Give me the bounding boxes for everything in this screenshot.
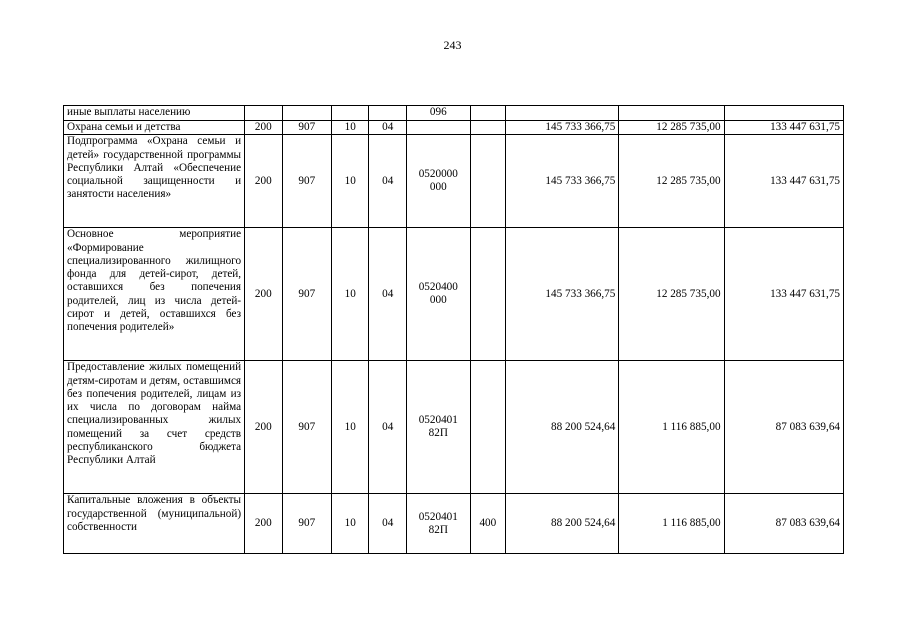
subsection-code: 10	[332, 228, 369, 361]
ministry-code: 200	[245, 228, 282, 361]
total-amount: 88 200 524,64	[506, 361, 619, 494]
section-code: 907	[282, 121, 332, 135]
regional-amount	[724, 106, 843, 121]
row-name: Основное мероприятие «Формирование специализированного жилищного фонда для детей-сирот, детей, оставшихся без попечения родителей, лиц из числа детей-сирот и детей, оставшихся без попечения родителей»	[64, 228, 245, 361]
page-number: 243	[443, 38, 462, 52]
section-code: 907	[282, 228, 332, 361]
expense-type-code	[470, 228, 505, 361]
subsection-code: 10	[332, 135, 369, 228]
federal-amount: 12 285 735,00	[619, 228, 724, 361]
federal-amount: 12 285 735,00	[619, 121, 724, 135]
row-name: Подпрограмма «Охрана семьи и детей» государственной программы Республики Алтай «Обеспечение социальной защищенности и занятости населения»	[64, 135, 245, 228]
total-amount: 88 200 524,64	[506, 494, 619, 554]
regional-amount: 87 083 639,64	[724, 494, 843, 554]
row-name: Охрана семьи и детства	[64, 121, 245, 135]
total-amount: 145 733 366,75	[506, 228, 619, 361]
total-amount: 145 733 366,75	[506, 135, 619, 228]
federal-amount	[619, 106, 724, 121]
extra-code: 04	[369, 135, 406, 228]
regional-amount: 133 447 631,75	[724, 228, 843, 361]
subsection-code: 10	[332, 121, 369, 135]
federal-amount: 12 285 735,00	[619, 135, 724, 228]
subsection-code: 10	[332, 494, 369, 554]
row-name: Капитальные вложения в объекты государственной (муниципальной) собственности	[64, 494, 245, 554]
regional-amount: 133 447 631,75	[724, 121, 843, 135]
extra-code: 04	[369, 361, 406, 494]
subsection-code	[332, 106, 369, 121]
target-code: 0520400 000	[406, 228, 470, 361]
table-row	[64, 135, 844, 228]
table-row	[64, 121, 844, 135]
extra-code	[369, 106, 406, 121]
target-code	[406, 121, 470, 135]
section-code: 907	[282, 361, 332, 494]
target-code: 0520401 82П	[406, 361, 470, 494]
table-row	[64, 361, 844, 494]
ministry-code: 200	[245, 135, 282, 228]
table-row	[64, 106, 844, 121]
table-row	[64, 228, 844, 361]
extra-code: 04	[369, 494, 406, 554]
ministry-code: 200	[245, 494, 282, 554]
target-code: 0520401 82П	[406, 494, 470, 554]
expense-type-code: 400	[470, 494, 505, 554]
section-code: 907	[282, 494, 332, 554]
expense-type-code	[470, 106, 505, 121]
extra-code: 04	[369, 228, 406, 361]
regional-amount: 133 447 631,75	[724, 135, 843, 228]
row-name: иные выплаты населению	[64, 106, 245, 121]
ministry-code	[245, 106, 282, 121]
table-row	[64, 494, 844, 554]
ministry-code: 200	[245, 361, 282, 494]
target-code: 0520000 000	[406, 135, 470, 228]
expense-type-code	[470, 361, 505, 494]
target-code: 096	[406, 106, 470, 121]
total-amount	[506, 106, 619, 121]
extra-code: 04	[369, 121, 406, 135]
ministry-code: 200	[245, 121, 282, 135]
section-code: 907	[282, 135, 332, 228]
regional-amount: 87 083 639,64	[724, 361, 843, 494]
federal-amount: 1 116 885,00	[619, 494, 724, 554]
budget-table	[63, 105, 844, 554]
expense-type-code	[470, 135, 505, 228]
expense-type-code	[470, 121, 505, 135]
section-code	[282, 106, 332, 121]
federal-amount: 1 116 885,00	[619, 361, 724, 494]
row-name: Предоставление жилых помещений детям-сиротам и детям, оставшимся без попечения родителей, лицам из их числа по договорам найма специализированных жилых помещений за счет средств республиканского бюджета Республики Алтай	[64, 361, 245, 494]
subsection-code: 10	[332, 361, 369, 494]
total-amount: 145 733 366,75	[506, 121, 619, 135]
